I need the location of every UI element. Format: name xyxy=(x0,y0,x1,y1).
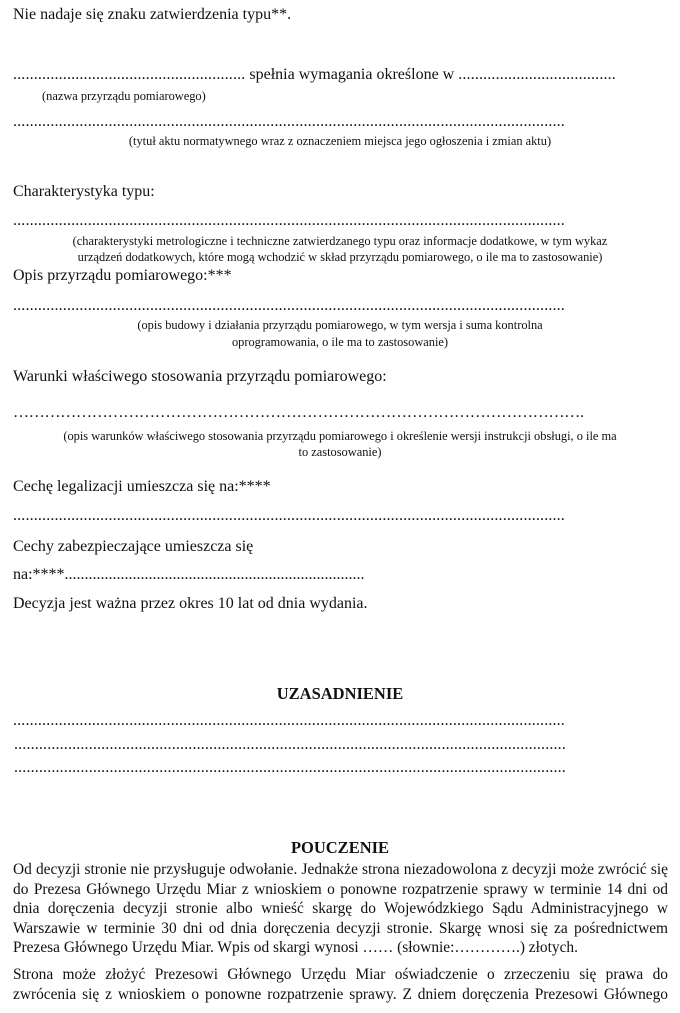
instruction-paragraph-1: Od decyzji stronie nie przysługuje odwołanie. Jednakże strona niezadowolona z decyzji może zwrócić się do Prezesa Głównego Urzędu Miar z wnioskiem o ponowne rozpatrzenie sprawy w terminie 14 dni od dnia doręczenia decyzji stronie albo wnieść skargę do Wojewódzkiego Sądu Administracyjnego w Warszawie w terminie 30 dni od dnia doręczenia decyzji stronie. Skargę wnosi się za pośrednictwem Prezesa Głównego Urzędu Miar. Wpis od skargi wynosi …… (słownie:………….) złotych. xyxy=(13,861,668,956)
legalization-mark-field: ..................................................................................................................................... xyxy=(13,507,565,524)
security-marks-title: Cechy zabezpieczające umieszcza się xyxy=(13,538,254,555)
act-title-field: ..................................................................................................................................... xyxy=(13,113,565,130)
requirements-text: spełnia wymagania określone w xyxy=(249,66,455,83)
type-characteristics-caption-1: (charakterystyki metrologiczne i techniczne zatwierdzanego typu oraz informacje dodatkowe, w tym wykaz xyxy=(72,234,608,248)
instrument-description-caption-1: (opis budowy i działania przyrządu pomiarowego, w tym wersja i suma kontrolna xyxy=(137,318,543,332)
validity-statement: Decyzja jest ważna przez okres 10 lat od dnia wydania. xyxy=(13,595,368,612)
instruction-paragraph-2: Strona może złożyć Prezesowi Głównego Urzędu Miar oświadczenie o zrzeczeniu się prawa do zwrócenia się z wnioskiem o ponowne rozpatrzenie sprawy. Z dniem doręczenia Prezesowi Głównego xyxy=(13,966,668,1003)
instrument-description-field: ..................................................................................................................................... xyxy=(13,297,565,314)
instrument-description-title: Opis przyrządu pomiarowego:*** xyxy=(13,267,232,284)
justification-line-1: ..................................................................................................................................... xyxy=(13,712,565,729)
usage-conditions-caption-1: (opis warunków właściwego stosowania przyrządu pomiarowego i określenie wersji instrukcji obsługi, o ile ma xyxy=(63,429,617,443)
requirements-line xyxy=(13,66,616,84)
usage-conditions-caption-2: to zastosowanie) xyxy=(298,445,382,459)
justification-line-2: ..................................................................................................................................... xyxy=(14,736,566,753)
type-characteristics-title: Charakterystyka typu: xyxy=(13,183,155,200)
instrument-name-field: ........................................................ xyxy=(13,66,246,83)
usage-conditions-title: Warunki właściwego stosowania przyrządu pomiarowego: xyxy=(13,368,387,385)
no-approval-mark-line: Nie nadaje się znaku zatwierdzenia typu**. xyxy=(13,6,292,23)
type-characteristics-caption-2: urządzeń dodatkowych, które mogą wchodzić w skład przyrządu pomiarowego, o ile ma to zastosowanie) xyxy=(77,250,603,264)
type-characteristics-field: ..................................................................................................................................... xyxy=(13,212,565,229)
justification-line-3: ..................................................................................................................................... xyxy=(14,759,566,776)
legalization-mark-title: Cechę legalizacji umieszcza się na:**** xyxy=(13,478,271,495)
security-marks-field: na:****........................................................................... xyxy=(13,566,365,583)
justification-heading: UZASADNIENIE xyxy=(276,684,404,703)
instrument-description-caption-2: oprogramowania, o ile ma to zastosowanie) xyxy=(231,335,449,349)
regulation-field: ...................................... xyxy=(458,66,616,83)
instrument-name-caption: (nazwa przyrządu pomiarowego) xyxy=(42,89,206,103)
act-title-caption: (tytuł aktu normatywnego wraz z oznaczeniem miejsca jego ogłoszenia i zmian aktu) xyxy=(128,134,552,148)
usage-conditions-field: ………………………………………………………………………………………………. xyxy=(13,404,584,421)
instruction-heading: POUCZENIE xyxy=(290,838,390,857)
